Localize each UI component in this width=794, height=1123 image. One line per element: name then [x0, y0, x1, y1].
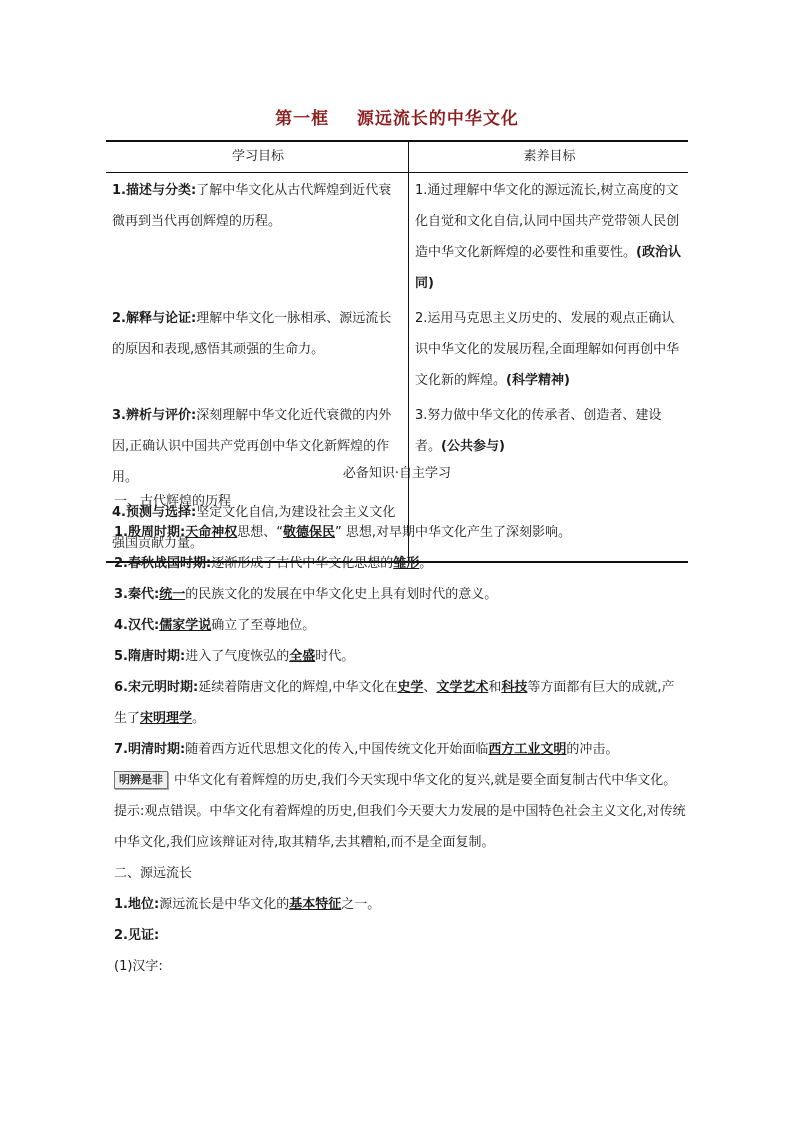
item-text: 延续着隋唐文化的辉煌,中华文化在 — [198, 680, 398, 695]
learning-goal-cell — [106, 173, 409, 302]
table-row — [106, 173, 688, 302]
item-label: 2.春秋战国时期: — [114, 556, 212, 571]
item-text: 源远流长是中华文化的 — [159, 897, 290, 912]
literacy-goal-cell — [409, 301, 689, 398]
judge-badge: 明辨是非 — [114, 771, 168, 789]
goal-text: 1.通过理解中华文化的源远流长,树立高度的文化自觉和文化自信,认同中国共产党带领人民创造中华文化新辉煌的必要性和重要性。 — [415, 183, 680, 260]
item-label: 5.隋唐时期: — [114, 649, 186, 664]
history-list — [114, 517, 686, 765]
goal-label: 4.预测与选择: — [112, 505, 197, 520]
item-text: 思想、“ — [237, 525, 283, 540]
list-item: (1)汉字: — [114, 959, 163, 974]
goal-label: 1.描述与分类: — [112, 183, 197, 198]
item-text: 和 — [488, 680, 502, 695]
goal-tag: (科学精神) — [506, 373, 570, 388]
goal-label: 3.辨析与评价: — [112, 408, 197, 423]
answer-blank: 天命神权 — [185, 525, 238, 540]
header-literacy-goals: 素养目标 — [409, 141, 689, 173]
answer-blank: 西方工业文明 — [488, 742, 567, 757]
list-item — [114, 610, 686, 641]
item-text: 时代。 — [315, 649, 355, 664]
item-text: ” 思想,对早期中华文化产生了深刻影响。 — [334, 525, 571, 540]
item-label: 6.宋元明时期: — [114, 680, 199, 695]
answer-blank: 敬德保民 — [282, 525, 335, 540]
item-text: 逐渐形成了古代中华文化思想的 — [211, 556, 394, 571]
main-content — [114, 486, 686, 982]
item-text: 的民族文化的发展在中华文化史上具有划时代的意义。 — [185, 587, 498, 602]
section-label: 必备知识·自主学习 — [342, 466, 452, 481]
page-title: 第一框 源远流长的中华文化 — [275, 109, 519, 129]
item-text: 。 — [419, 556, 433, 571]
item-label: 1.地位: — [114, 897, 160, 912]
item-text: 之一。 — [341, 897, 381, 912]
list-item: 2.见证: — [114, 928, 160, 943]
answer-blank: 儒家学说 — [159, 618, 212, 633]
answer-blank: 宋明理学 — [140, 711, 193, 726]
goal-text: 了解中华文化从古代辉煌到近代衰微再到当代再创辉煌的历程。 — [112, 183, 392, 229]
item-label: 7.明清时期: — [114, 742, 186, 757]
section-heading: 一、古代辉煌的历程 — [114, 494, 232, 509]
item-text: 随着西方近代思想文化的传入,中国传统文化开始面临 — [185, 742, 489, 757]
goal-text: 坚定文化自信,为建设社会主义文化强国贡献力量。 — [112, 505, 396, 551]
list-item — [114, 889, 686, 920]
item-label: 3.秦代: — [114, 587, 160, 602]
goal-text: 3.努力做中华文化的传承者、创造者、建设者。 — [415, 408, 662, 454]
answer-blank: 科技 — [501, 680, 528, 695]
item-label: 4.汉代: — [114, 618, 160, 633]
table-row — [106, 301, 688, 398]
goal-label: 2.解释与论证: — [112, 311, 197, 326]
answer-blank: 雏形 — [393, 556, 420, 571]
goal-text: 2.运用马克思主义历史的、发展的观点正确认识中华文化的发展历程,全面理解如何再创中华文化新的辉煌。 — [415, 311, 680, 388]
item-text: 的冲击。 — [566, 742, 619, 757]
answer-blank: 基本特征 — [289, 897, 342, 912]
header-learning-goals: 学习目标 — [106, 141, 409, 173]
item-label: 1.殷周时期: — [114, 525, 186, 540]
judge-text: 中华文化有着辉煌的历史,我们今天实现中华文化的复兴,就是要全面复制古代中华文化。 — [174, 773, 677, 788]
hint-text: 提示:观点错误。中华文化有着辉煌的历史,但我们今天要大力发展的是中国特色社会主义文化,对传统中华文化,我们应该辩证对待,取其精华,去其糟粕,而不是全面复制。 — [114, 804, 686, 850]
item-text: 确立了至尊地位。 — [211, 618, 316, 633]
goal-text: 理解中华文化一脉相承、源远流长的原因和表现,感悟其顽强的生命力。 — [112, 311, 392, 357]
goal-tag: (政治认同) — [415, 245, 681, 291]
literacy-goal-cell — [409, 173, 689, 302]
list-item — [114, 579, 686, 610]
item-text: 等方面都有巨大的成就,产生了 — [114, 680, 675, 726]
section-heading: 二、源远流长 — [114, 866, 193, 881]
answer-blank: 全盛 — [289, 649, 316, 664]
answer-blank: 文学艺术 — [436, 680, 489, 695]
list-item — [114, 548, 686, 579]
item-text: 。 — [192, 711, 206, 726]
list-item — [114, 517, 686, 548]
goal-tag: (公共参与) — [441, 439, 505, 454]
list-item — [114, 672, 686, 734]
learning-goal-cell — [106, 301, 409, 398]
item-text: 、 — [423, 680, 437, 695]
answer-blank: 统一 — [159, 587, 186, 602]
list-item — [114, 641, 686, 672]
item-text: 进入了气度恢弘的 — [185, 649, 290, 664]
answer-blank: 史学 — [397, 680, 424, 695]
judge-item — [114, 765, 686, 796]
goal-text: 深刻理解中华文化近代衰微的内外因,正确认识中国共产党再创中华文化新辉煌的作用。 — [112, 408, 392, 485]
list-item — [114, 734, 686, 765]
